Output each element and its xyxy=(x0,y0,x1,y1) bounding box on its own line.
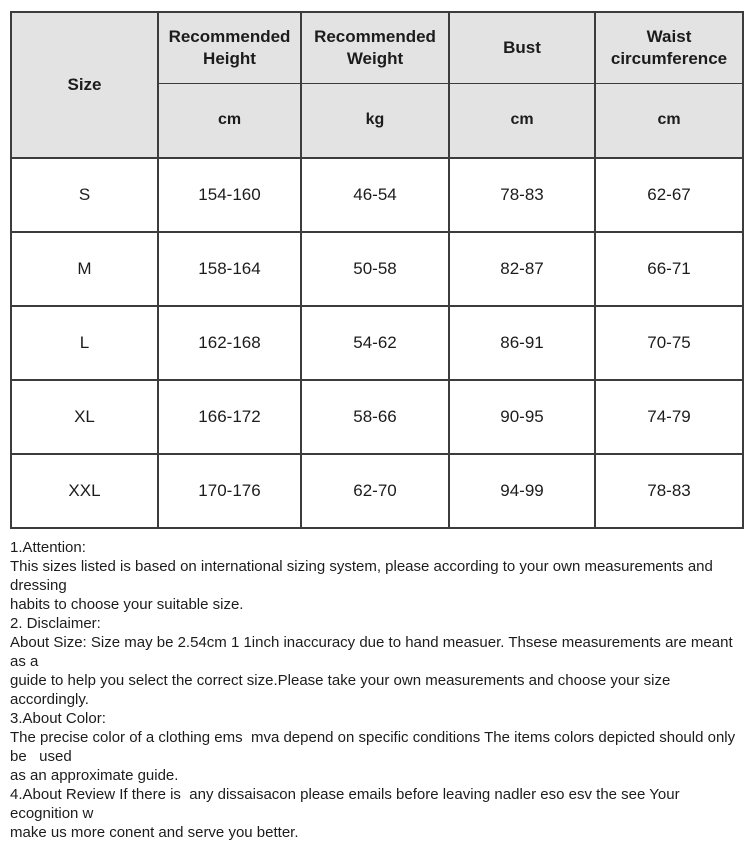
table-row-xl xyxy=(11,380,743,454)
height-cell: 170-176 xyxy=(158,454,301,528)
header-recommended-height: Recommended Height xyxy=(158,12,301,83)
size-cell: M xyxy=(11,232,158,306)
note-about-color-heading: 3.About Color: xyxy=(10,710,106,727)
waist-cell: 66-71 xyxy=(595,232,743,306)
weight-cell: 54-62 xyxy=(301,306,449,380)
weight-cell: 62-70 xyxy=(301,454,449,528)
note-line: habits to choose your suitable size. xyxy=(10,596,244,613)
size-cell: L xyxy=(11,306,158,380)
bust-cell: 90-95 xyxy=(449,380,595,454)
header-waist-circumference: Waist circumference xyxy=(595,12,743,83)
waist-cell: 62-67 xyxy=(595,158,743,232)
table-row-s xyxy=(11,158,743,232)
waist-cell: 70-75 xyxy=(595,306,743,380)
height-cell: 158-164 xyxy=(158,232,301,306)
header-recommended-weight: Recommended Weight xyxy=(301,12,449,83)
table-row-m xyxy=(11,232,743,306)
note-about-review-heading: 4.About Review If there is any dissaisacon please emails before leaving nadler eso esv the see Your ecognition w xyxy=(10,786,684,822)
size-cell: S xyxy=(11,158,158,232)
unit-waist: cm xyxy=(595,83,743,158)
table-row-xxl xyxy=(11,454,743,528)
header-title-row xyxy=(11,12,743,83)
height-cell: 166-172 xyxy=(158,380,301,454)
unit-bust: cm xyxy=(449,83,595,158)
unit-weight: kg xyxy=(301,83,449,158)
bust-cell: 86-91 xyxy=(449,306,595,380)
height-cell: 154-160 xyxy=(158,158,301,232)
unit-height: cm xyxy=(158,83,301,158)
table-row-l xyxy=(11,306,743,380)
size-cell: XL xyxy=(11,380,158,454)
weight-cell: 58-66 xyxy=(301,380,449,454)
note-attention-heading: 1.Attention: xyxy=(10,539,86,556)
weight-cell: 46-54 xyxy=(301,158,449,232)
bust-cell: 78-83 xyxy=(449,158,595,232)
bust-cell: 82-87 xyxy=(449,232,595,306)
note-line: as an approximate guide. xyxy=(10,767,179,784)
note-line: About Size: Size may be 2.54cm 1 1inch inaccuracy due to hand measuer. Thsese measurements are meant as a xyxy=(10,634,737,670)
header-bust: Bust xyxy=(449,12,595,83)
note-line: guide to help you select the correct size.Please take your own measurements and choose your size accordingly. xyxy=(10,672,675,708)
size-chart-table xyxy=(10,11,744,529)
notes-section xyxy=(10,538,740,842)
bust-cell: 94-99 xyxy=(449,454,595,528)
header-size: Size xyxy=(11,12,158,158)
note-disclaimer-heading: 2. Disclaimer: xyxy=(10,615,101,632)
weight-cell: 50-58 xyxy=(301,232,449,306)
size-cell: XXL xyxy=(11,454,158,528)
waist-cell: 78-83 xyxy=(595,454,743,528)
note-line: The precise color of a clothing ems mva depend on specific conditions The items colors depicted should only be used xyxy=(10,729,740,765)
note-line: This sizes listed is based on international sizing system, please according to your own measurements and dressing xyxy=(10,558,718,594)
note-line: make us more conent and serve you better. xyxy=(10,824,299,841)
height-cell: 162-168 xyxy=(158,306,301,380)
waist-cell: 74-79 xyxy=(595,380,743,454)
